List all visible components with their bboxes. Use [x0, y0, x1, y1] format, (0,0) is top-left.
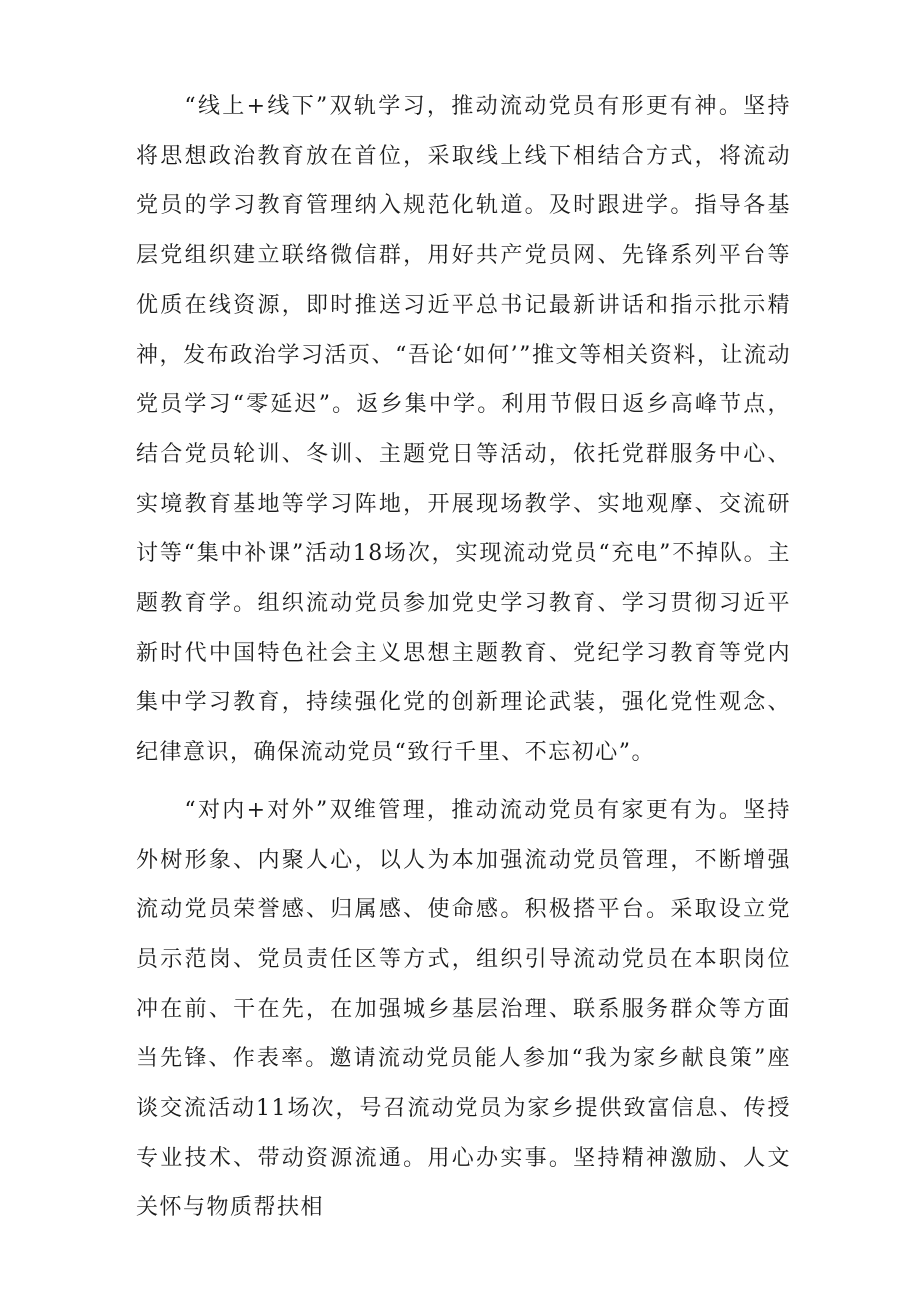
paragraph-dual-dimension-management: “对内+对外”双维管理，推动流动党员有家更有为。坚持外树形象、内聚人心，以人为本加强流动党员管理，不断增强流动党员荣誉感、归属感、使命感。积极搭平台。采取设立党员示范岗、党员责任区等方式，组织引导流动党员在本职岗位冲在前、干在先，在加强城乡基层治理、联系服务群众等方面当先锋、作表率。邀请流动党员能人参加“我为家乡献良策”座谈交流活动11场次，号召流动党员为家乡提供致富信息、传授专业技术、带动资源流通。用心办实事。坚持精神激励、人文关怀与物质帮扶相	[136, 797, 791, 1221]
document-body	[136, 82, 791, 1233]
paragraph-dual-track-learning: “线上+线下”双轨学习，推动流动党员有形更有神。坚持将思想政治教育放在首位，采取线上线下相结合方式，将流动党员的学习教育管理纳入规范化轨道。及时跟进学。指导各基层党组织建立联络微信群，用好共产党员网、先锋系列平台等优质在线资源，即时推送习近平总书记最新讲话和指示批示精神，发布政治学习活页、“吾论‘如何’”推文等相关资料，让流动党员学习“零延迟”。返乡集中学。利用节假日返乡高峰节点，结合党员轮训、冬训、主题党日等活动，依托党群服务中心、实境教育基地等学习阵地，开展现场教学、实地观摩、交流研讨等“集中补课”活动18场次，实现流动党员“充电”不掉队。主题教育学。组织流动党员参加党史学习教育、学习贯彻习近平新时代中国特色社会主义思想主题教育、党纪学习教育等党内集中学习教育，持续强化党的创新理论武装，强化党性观念、纪律意识，确保流动党员“致行千里、不忘初心”。	[136, 94, 791, 766]
